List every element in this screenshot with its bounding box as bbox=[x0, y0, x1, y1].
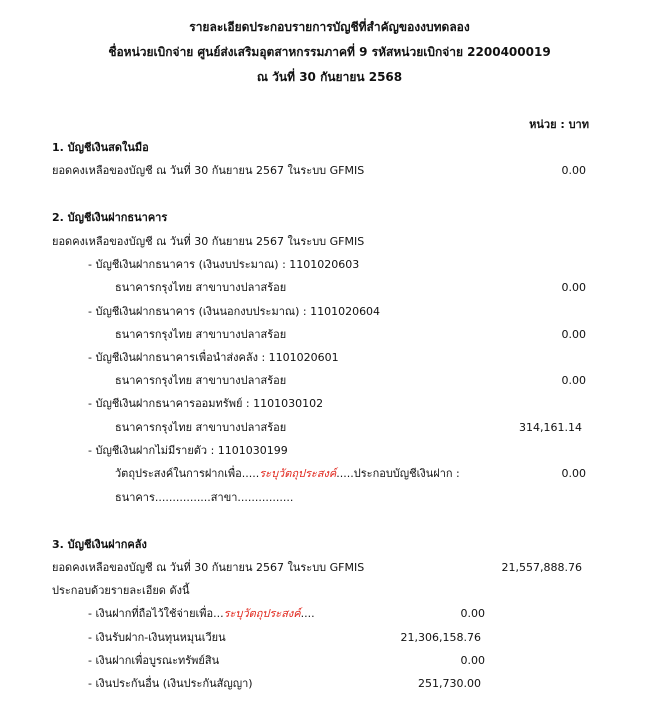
treasury-item-value: 21,306,158.76 bbox=[400, 631, 481, 644]
item-placeholder: ระบุวัตถุประสงค์ bbox=[223, 607, 301, 620]
report-title: รายละเอียดประกอบรายการบัญชีที่สำคัญของงบทดลอง bbox=[189, 20, 470, 34]
report-date: ณ วันที่ 30 กันยายน 2568 bbox=[256, 70, 403, 84]
treasury-item-value: 0.00 bbox=[460, 654, 485, 667]
section1-heading: 1. บัญชีเงินสดในมือ bbox=[52, 141, 149, 154]
section2-heading: 2. บัญชีเงินฝากธนาคาร bbox=[52, 211, 168, 224]
bank-account-name: - บัญชีเงินฝากธนาคาร (เงินงบประมาณ) : 1101020603 bbox=[88, 258, 360, 271]
bank-account-name: - บัญชีเงินฝากธนาคาร (เงินนอกงบประมาณ) : 1101020604 bbox=[88, 305, 381, 318]
section3-detail-label: ประกอบด้วยรายละเอียด ดังนี้ bbox=[52, 584, 190, 597]
item-prefix: - เงินฝากที่ถือไว้ใช้จ่ายเพื่อ... bbox=[88, 607, 224, 620]
bank-account-value: 0.00 bbox=[561, 374, 586, 387]
purpose-prefix: วัตถุประสงค์ในการฝากเพื่อ..... bbox=[115, 467, 260, 480]
no-entity-bank-line: ธนาคาร................สาขา................ bbox=[115, 491, 294, 504]
bank-account-bank: ธนาคารกรุงไทย สาขาบางปลาสร้อย bbox=[115, 328, 287, 341]
bank-account-bank: ธนาคารกรุงไทย สาขาบางปลาสร้อย bbox=[115, 421, 287, 434]
section3-balance-label: ยอดคงเหลือของบัญชี ณ วันที่ 30 กันยายน 2567 ในระบบ GFMIS bbox=[52, 561, 365, 574]
purpose-suffix: .....ประกอบบัญชีเงินฝาก : bbox=[336, 467, 460, 480]
section1-balance-value: 0.00 bbox=[561, 164, 586, 177]
bank-account-value: 0.00 bbox=[561, 281, 586, 294]
treasury-item-label: - เงินฝากเพื่อบูรณะทรัพย์สิน bbox=[88, 654, 220, 667]
item-suffix: .... bbox=[300, 607, 315, 620]
treasury-item-label: - เงินรับฝาก-เงินทุนหมุนเวียน bbox=[88, 631, 226, 644]
report-unit-line: ชื่อหน่วยเบิกจ่าย ศูนย์ส่งเสริมอุตสาหกรรมภาคที่ 9 รหัสหน่วยเบิกจ่าย 2200400019 bbox=[108, 45, 551, 59]
no-entity-purpose-line bbox=[115, 467, 460, 481]
bank-account-value: 0.00 bbox=[561, 328, 586, 341]
bank-account-name: - บัญชีเงินฝากธนาคารเพื่อนำส่งคลัง : 1101020601 bbox=[88, 351, 339, 364]
treasury-item-label: - เงินประกันอื่น (เงินประกันสัญญา) bbox=[88, 677, 253, 690]
section3-balance-value: 21,557,888.76 bbox=[501, 561, 582, 574]
treasury-item-value: 251,730.00 bbox=[418, 677, 481, 690]
bank-account-bank: ธนาคารกรุงไทย สาขาบางปลาสร้อย bbox=[115, 281, 287, 294]
purpose-placeholder: ระบุวัตถุประสงค์ bbox=[259, 467, 337, 480]
no-entity-value: 0.00 bbox=[561, 467, 586, 480]
section1-balance-label: ยอดคงเหลือของบัญชี ณ วันที่ 30 กันยายน 2567 ในระบบ GFMIS bbox=[52, 164, 365, 177]
bank-account-bank: ธนาคารกรุงไทย สาขาบางปลาสร้อย bbox=[115, 374, 287, 387]
unit-label: หน่วย : บาท bbox=[529, 118, 589, 131]
no-entity-account-name: - บัญชีเงินฝากไม่มีรายตัว : 1101030199 bbox=[88, 444, 288, 457]
treasury-item-value: 0.00 bbox=[460, 607, 485, 620]
bank-account-value: 314,161.14 bbox=[519, 421, 582, 434]
section2-balance-label: ยอดคงเหลือของบัญชี ณ วันที่ 30 กันยายน 2567 ในระบบ GFMIS bbox=[52, 235, 365, 248]
treasury-item-label bbox=[88, 607, 315, 621]
section3-heading: 3. บัญชีเงินฝากคลัง bbox=[52, 538, 147, 551]
bank-account-name: - บัญชีเงินฝากธนาคารออมทรัพย์ : 1101030102 bbox=[88, 397, 324, 410]
